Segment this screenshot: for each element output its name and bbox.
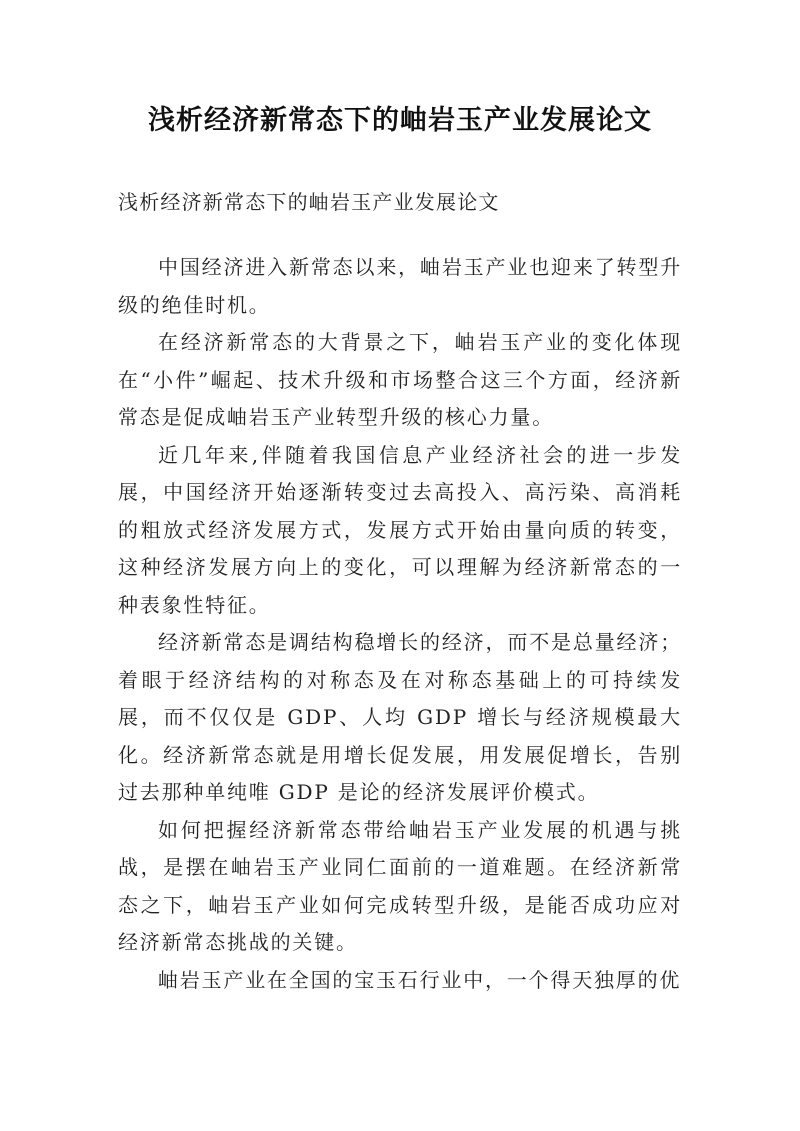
paragraph: 岫岩玉产业在全国的宝玉石行业中，一个得天独厚的优 bbox=[158, 967, 682, 992]
paragraph: 如何把握经济新常态带给岫岩玉产业发展的机遇与挑战，是摆在岫岩玉产业同仁面前的一道难题。在经济新常态之下，岫岩玉产业如何完成转型升级，是能否成功应对经济新常态挑战的关键。 bbox=[118, 817, 682, 954]
paragraph: 中国经济进入新常态以来，岫岩玉产业也迎来了转型升级的绝佳时机。 bbox=[118, 255, 682, 317]
document-title: 浅析经济新常态下的岫岩玉产业发展论文 bbox=[148, 105, 652, 136]
paragraph: 在经济新常态的大背景之下，岫岩玉产业的变化体现在“小件”崛起、技术升级和市场整合这三个方面，经济新常态是促成岫岩玉产业转型升级的核心力量。 bbox=[118, 330, 682, 429]
paragraph: 经济新常态是调结构稳增长的经济，而不是总量经济；着眼于经济结构的对称态及在对称态基础上的可持续发展，而不仅仅是 GDP、人均 GDP 增长与经济规模最大化。经济新常态就是用增长促发展，用发展促增长，告别过去那种单纯唯 GDP 是论的经济发展评价模式。 bbox=[118, 630, 682, 804]
paragraph: 近几年来,伴随着我国信息产业经济社会的进一步发展，中国经济开始逐渐转变过去高投入、高污染、高消耗的粗放式经济发展方式，发展方式开始由量向质的转变，这种经济发展方向上的变化，可以理解为经济新常态的一种表象性特征。 bbox=[118, 442, 682, 617]
document-body bbox=[118, 249, 682, 999]
document-subtitle: 浅析经济新常态下的岫岩玉产业发展论文 bbox=[118, 190, 500, 214]
